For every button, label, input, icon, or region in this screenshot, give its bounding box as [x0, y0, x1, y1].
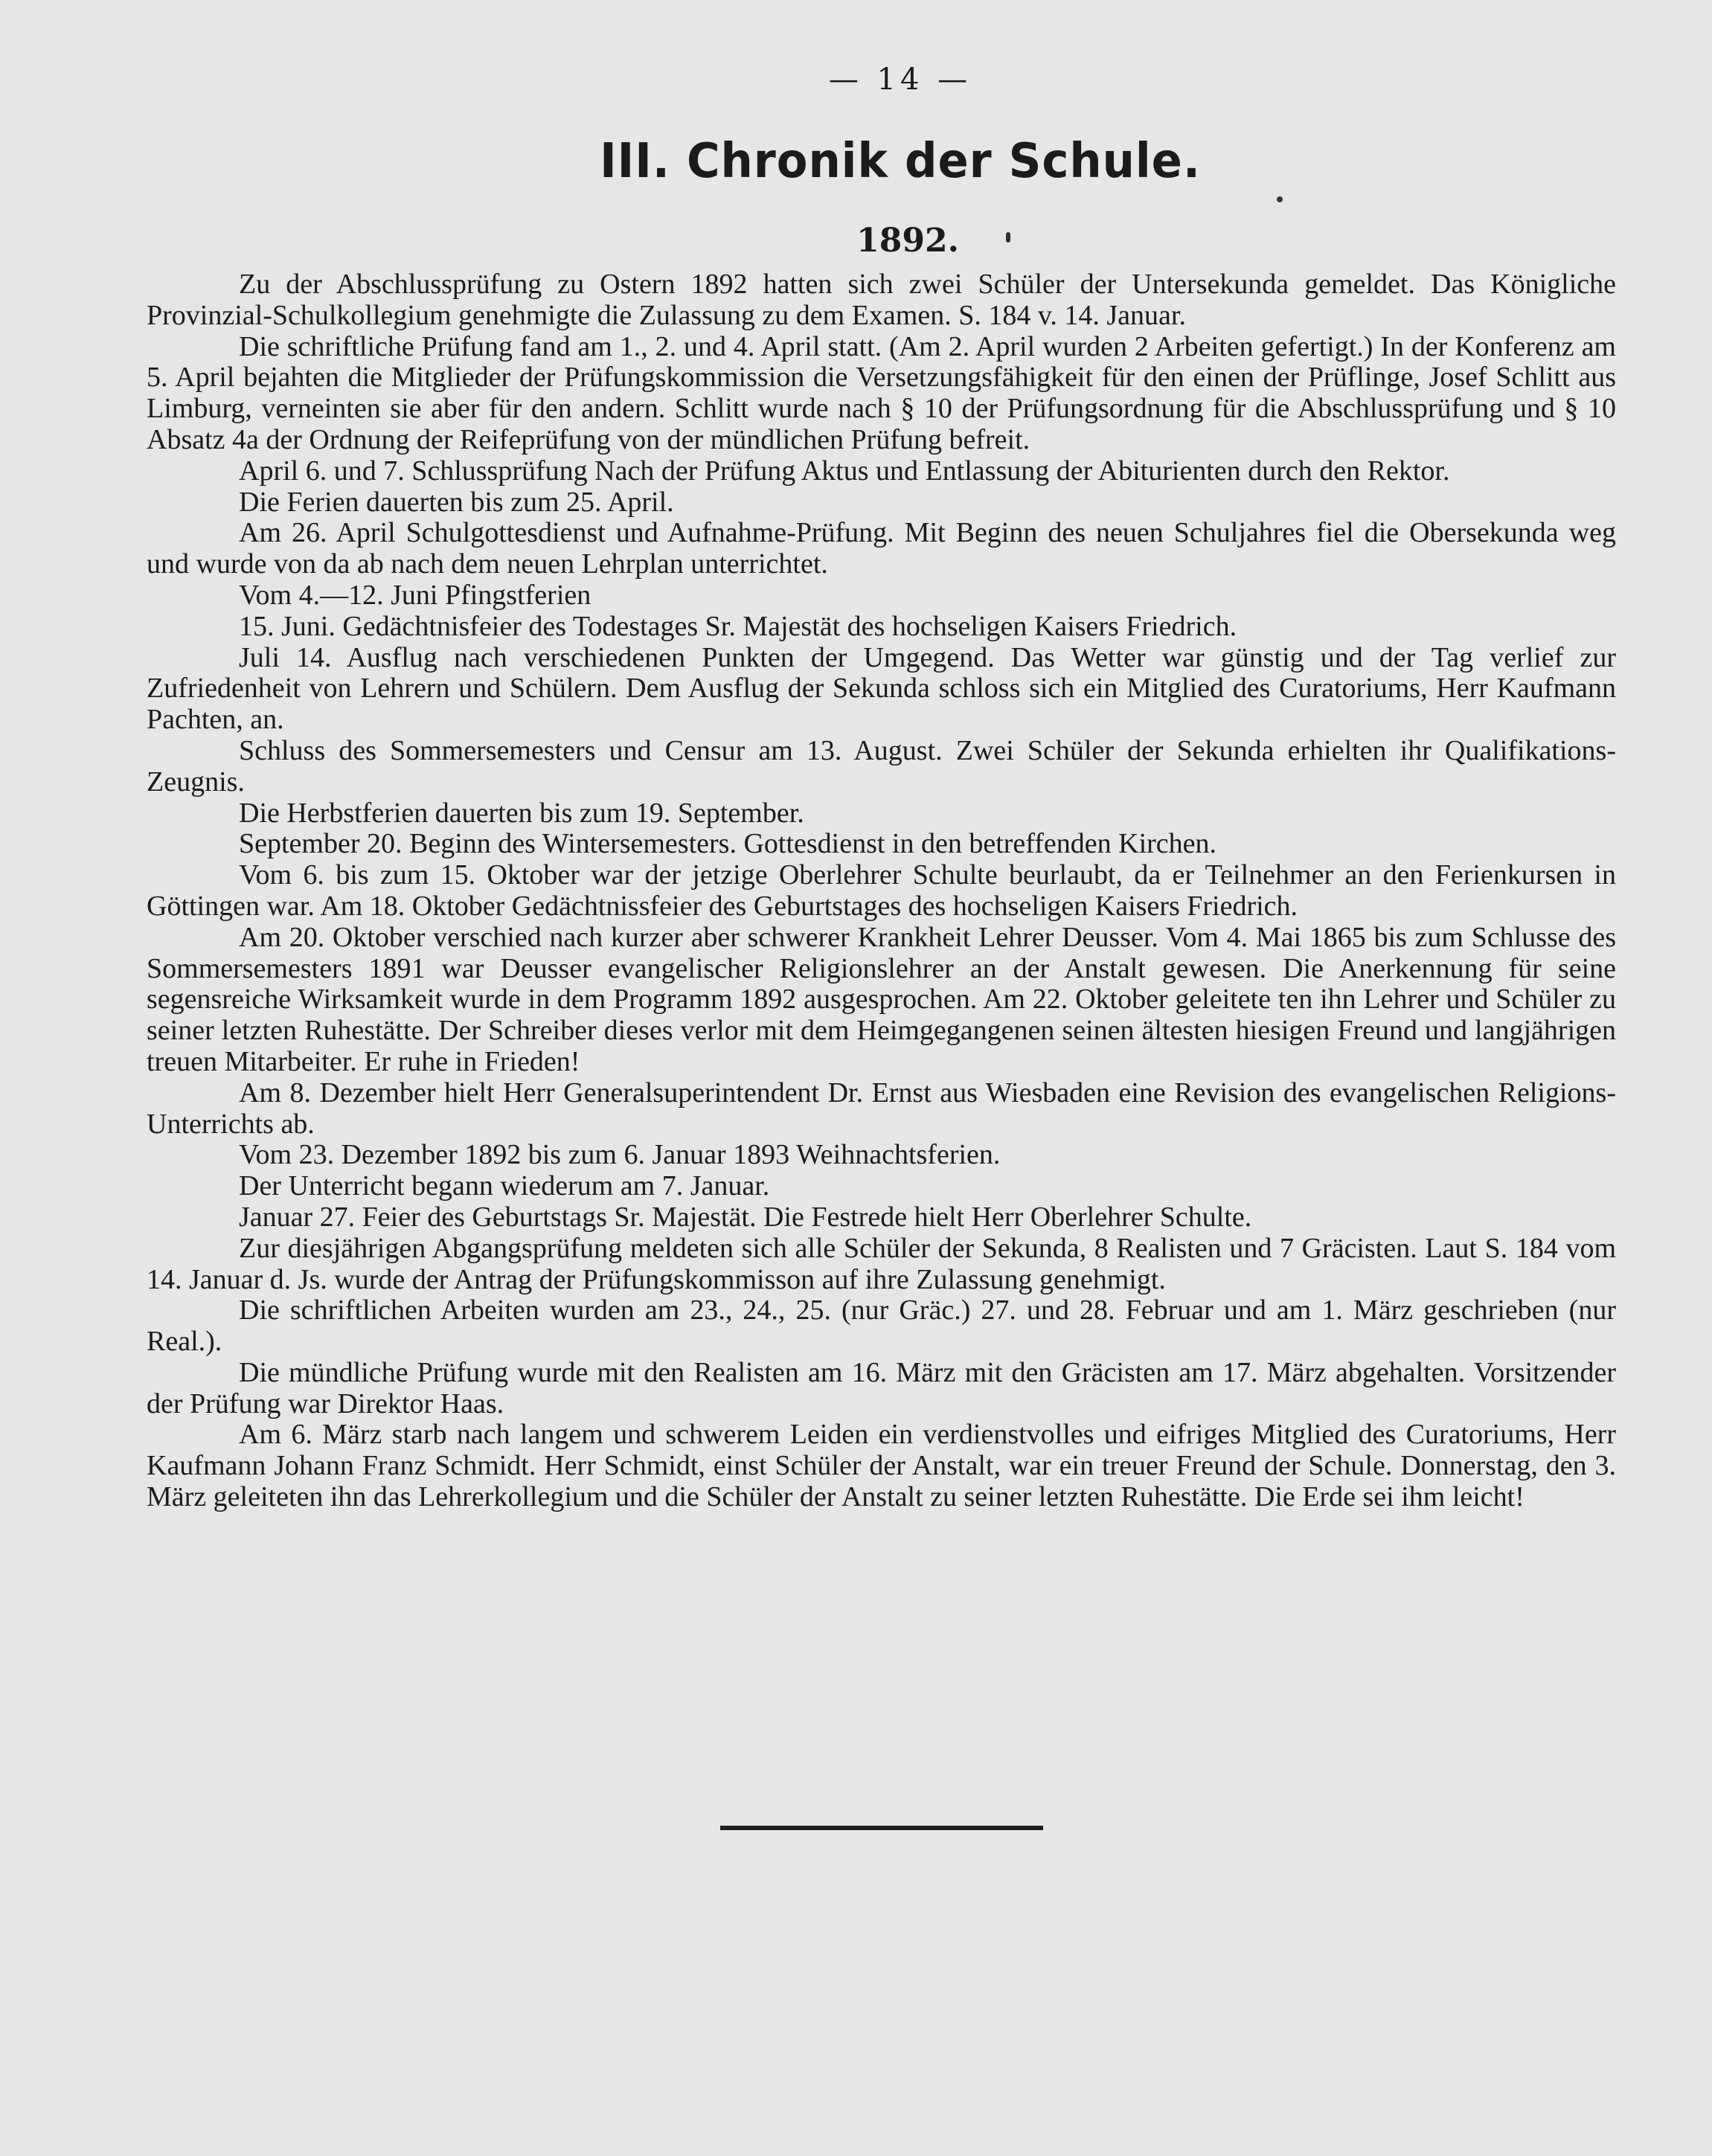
paragraph: Januar 27. Feier des Geburtstags Sr. Majestät. Die Festrede hielt Herr Oberlehrer Schulte. [239, 1201, 1252, 1233]
page-number: — 14 — [828, 62, 972, 97]
paragraph: September 20. Beginn des Wintersemesters. Gottesdienst in den betreffenden Kirchen. [239, 828, 1217, 860]
paragraph: Die schriftliche Prüfung fand am 1., 2. und 4. April statt. (Am 2. April wurden 2 Arbeiten gefertigt.) In der Konferenz am 5. April bejahten die Mitglieder der Prüfungskommission die Versetzungsfähigkeit für den einen der Prüflinge, Josef Schlitt aus Limburg, verneinten sie aber für den andern. Schlitt wurde nach § 10 der Prüfungsordnung für die Abschlussprüfung und § 10 Absatz 4a der Ordnung der Reifeprüfung von der mündlichen Prüfung befreit. [147, 330, 1616, 455]
paragraph: 15. Juni. Gedächtnisfeier des Todestages Sr. Majestät des hochseligen Kaisers Friedrich. [239, 610, 1237, 642]
paragraph: Schluss des Sommersemesters und Censur am 13. August. Zwei Schüler der Sekunda erhielten ihr Qualifikations-Zeugnis. [147, 734, 1616, 798]
paragraph: Juli 14. Ausflug nach verschiedenen Punkten der Umgegend. Das Wetter war günstig und der Tag verlief zur Zufriedenheit von Lehrern und Schülern. Dem Ausflug der Sekunda schloss sich ein Mitglied des Curatoriums, Herr Kaufmann Pachten, an. [147, 641, 1616, 736]
paragraph: Zur diesjährigen Abgangsprüfung meldeten sich alle Schüler der Sekunda, 8 Realisten und 7 Gräcisten. Laut S. 184 vom 14. Januar d. Js. wurde der Antrag der Prüfungskommisson auf ihre Zulassung genehmigt. [147, 1232, 1616, 1295]
paragraph: April 6. und 7. Schlussprüfung Nach der Prüfung Aktus und Entlassung der Abiturienten durch den Rektor. [239, 455, 1450, 487]
paragraph: Die Ferien dauerten bis zum 25. April. [239, 486, 674, 518]
paragraph: Die Herbstferien dauerten bis zum 19. September. [239, 797, 804, 829]
paragraph: Vom 4.—12. Juni Pfingstferien [239, 579, 591, 611]
paragraph: Vom 23. Dezember 1892 bis zum 6. Januar 1893 Weihnachtsferien. [239, 1139, 1001, 1171]
paragraph: Die mündliche Prüfung wurde mit den Realisten am 16. März mit den Gräcisten am 17. März abgehalten. Vorsitzender der Prüfung war Direktor Haas. [147, 1356, 1616, 1419]
paragraph: Die schriftlichen Arbeiten wurden am 23., 24., 25. (nur Gräc.) 27. und 28. Februar und am 1. März geschrieben (nur Real.). [147, 1294, 1616, 1358]
chapter-title: III. Chronik der Schule. [600, 134, 1201, 189]
paragraph: Am 26. April Schulgottesdienst und Aufnahme-Prüfung. Mit Beginn des neuen Schuljahres fiel die Obersekunda weg und wurde von da ab nach dem neuen Lehrplan unterrichtet. [147, 517, 1616, 580]
end-rule [720, 1826, 1043, 1830]
paragraph: Am 6. März starb nach langem und schwerem Leiden ein verdienstvolles und eifriges Mitglied des Curatoriums, Herr Kaufmann Johann Franz Schmidt. Herr Schmidt, einst Schüler der Anstalt, war ein treuer Freund der Schule. Donnerstag, den 3. März geleiteten ihn das Lehrerkollegium und die Schüler der Anstalt zu seiner letzten Ruhestätte. Die Erde sei ihm leicht! [147, 1419, 1616, 1513]
print-speck [1277, 196, 1283, 202]
paragraph: Am 8. Dezember hielt Herr Generalsuperintendent Dr. Ernst aus Wiesbaden eine Revision des evangelischen Religions-Unterrichts ab. [147, 1077, 1616, 1140]
year-heading: 1892. [856, 222, 959, 260]
paragraph: Der Unterricht begann wiederum am 7. Januar. [239, 1170, 770, 1202]
print-speck [1006, 232, 1010, 243]
paragraph: Zu der Abschlussprüfung zu Ostern 1892 hatten sich zwei Schüler der Untersekunda gemeldet. Das Königliche Provinzial-Schulkollegium genehmigte die Zulassung zu dem Examen. S. 184 v. 14. Januar. [147, 269, 1616, 331]
paragraph: Am 20. Oktober verschied nach kurzer aber schwerer Krankheit Lehrer Deusser. Vom 4. Mai 1865 bis zum Schlusse des Sommersemesters 1891 war Deusser evangelischer Religionslehrer an der Anstalt gewesen. Die Anerkennung für seine segensreiche Wirksamkeit wurde in dem Programm 1892 ausgesprochen. Am 22. Oktober geleitete ten ihn Lehrer und Schüler zu seiner letzten Ruhestätte. Der Schreiber dieses verlor mit dem Heimgegangenen seinen ältesten hiesigen Freund und langjährigen treuen Mitarbeiter. Er ruhe in Frieden! [147, 921, 1616, 1077]
paragraph: Vom 6. bis zum 15. Oktober war der jetzige Oberlehrer Schulte beurlaubt, da er Teilnehmer an den Ferienkursen in Göttingen war. Am 18. Oktober Gedächtnissfeier des Geburtstages des hochseligen Kaisers Friedrich. [147, 859, 1616, 922]
chronicle-body [147, 269, 1616, 1513]
